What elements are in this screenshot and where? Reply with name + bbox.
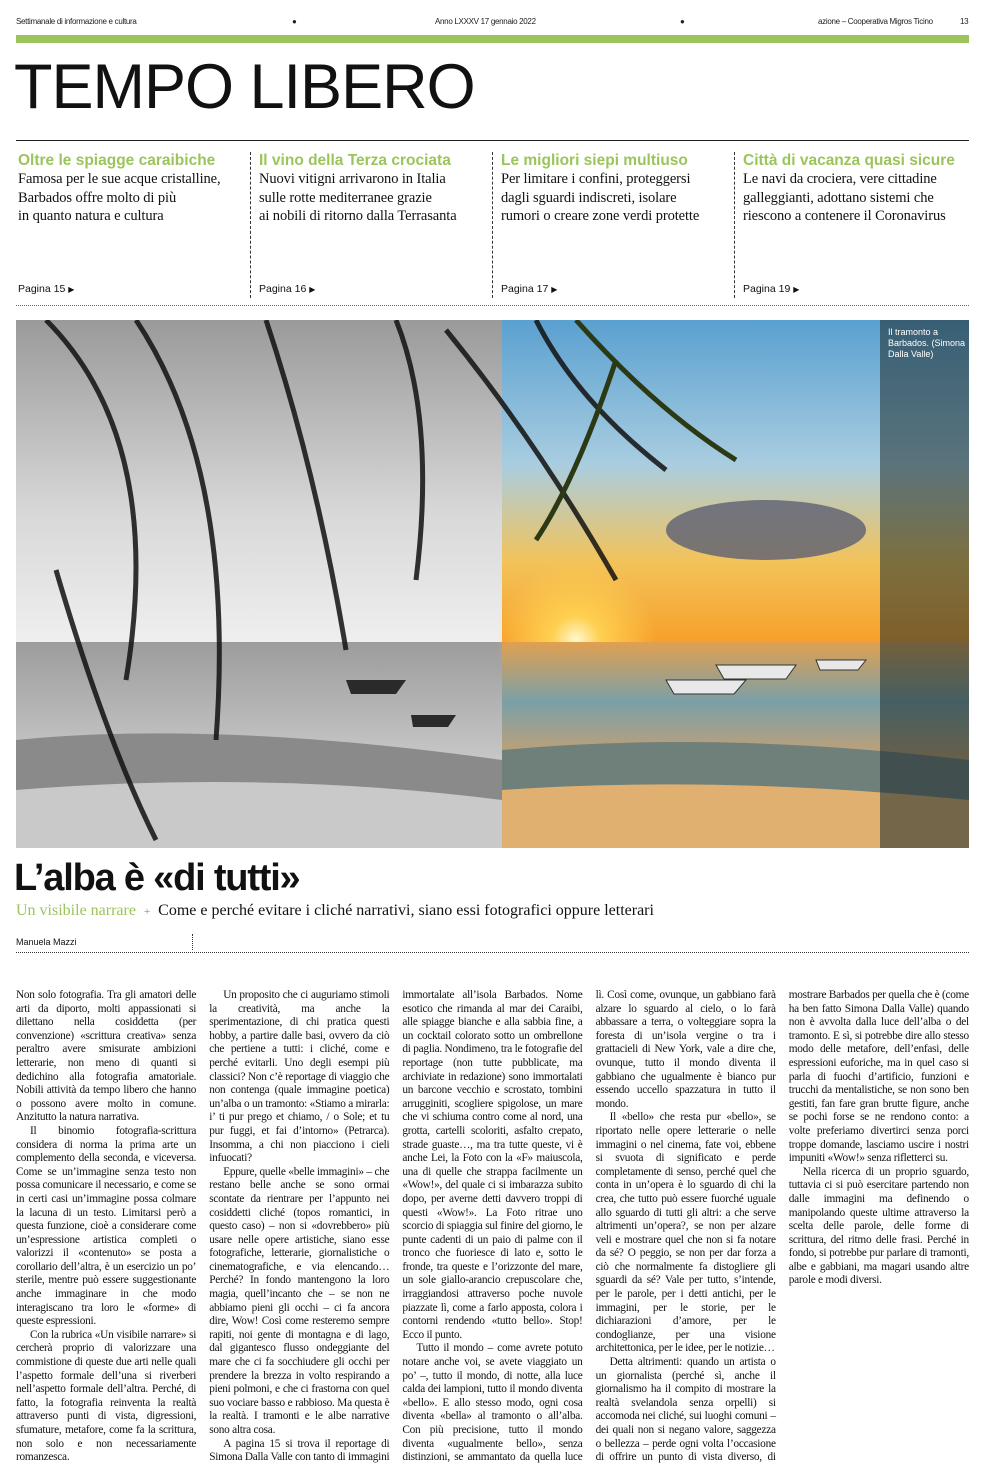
- teaser-page-link[interactable]: [18, 283, 74, 295]
- teaser-title[interactable]: Le migliori siepi multiuso: [501, 152, 688, 169]
- paragraph: Il binomio fotografia-scrittura considera di norma la prima arte un complemento della seconda, e viceversa. Come se un’immagine senza testo non possa comunicare il necessario, e come se in certi casi un’immagine possa colmare la lacuna di un testo. Limitarsi però a questa funzione, cioè a considerare come un’espressione artistica completi o valorizzi il «contenuto» se posta a corollario dell’altra, è un esercizio un po’ sterile, mentre può essere suggestionante anche immaginare in che modo interagiscano tra loro le «forme» di queste espressioni.: [16, 1124, 197, 1328]
- teaser-text: riescono a contenere il Coronavirus: [743, 208, 946, 224]
- teaser-3[interactable]: [492, 152, 730, 298]
- paragraph: Con la rubrica «Un visibile narrare» si cercherà proprio di valorizzare una commistione di queste due arti nelle quali l’aspetto formale dell’una si riverberi nell’aspetto formale dell’altra. Perché, di fatto, la fotografia reinventa la realtà attraverso punti di vista, digressioni, sfumature, metafore, come fa la scrittura, non solo e non necessariamente romanzesca.: [16, 1328, 197, 1464]
- publication-name: azione – Cooperativa Migros Ticino: [818, 17, 933, 26]
- teaser-text: Barbados offre molto di più: [18, 189, 177, 206]
- teaser-page-link[interactable]: [501, 283, 557, 295]
- publication-tagline: Settimanale di informazione e cultura: [16, 17, 137, 26]
- teaser-text: Nuovi vitigni arrivarono in Italia: [259, 171, 446, 187]
- paragraph: Detta altrimenti: quando un artista o un giornalista (perché sì, anche il giornalismo ha il compito di mostrare la realtà svelandola senza orpelli) si accomoda nei cliché, sui luoghi comuni – dei quali non si negano valore, saggezza o bellezza – perde ogni volta l’occasione di offrire un punto di vista diverso, di mostrare Barbados per quella che è (come ha ben fatto Simona Dalla Valle) quando non è avvolta dalla luce dell’alba o del tramonto. E sì, si potrebbe dire allo stesso modo delle metafore, dell’enfasi, delle espressioni euforiche, ma in quel caso si parla di fuochi d’artificio, funzioni e trucchi da mentalistiche, se non sono ben gestiti, fan fare gran brutte figure, anche se pochi forse se ne rendono conto: a volte preferiamo divertirci senza porci troppe domande, lasciamo uscire i nostri impuniti «Wow!» senza rifletterci su.: [595, 989, 969, 1464]
- arrow-right-icon: ▶: [551, 285, 558, 294]
- page-label: Pagina 16: [259, 283, 307, 295]
- teaser-text: dagli sguardi indiscreti, isolare: [501, 189, 677, 206]
- teaser-text: Per limitare i confini, proteggersi: [501, 171, 691, 187]
- page-label: Pagina 15: [18, 283, 66, 295]
- article-body: [16, 989, 969, 1476]
- article-subtitle: [16, 902, 654, 920]
- paragraph: Non solo fotografia. Tra gli amatori delle arti da diporto, molti appassionati si dilettano nella cosiddetta (per convenzione) «scrittura creativa» senza peraltro avere smisurate ambizioni letterarie, non meno di quanti si dedichino alla fotografia amatoriale. Nobili attività da tempo libero che hanno o possono avere molto in comune. Anzitutto la natura narrativa.: [16, 989, 197, 1124]
- teaser-text: Le navi da crociera, vere cittadine: [743, 171, 937, 187]
- separator: +: [143, 906, 151, 918]
- paragraph: Un proposito che ci auguriamo stimoli la creatività, ma anche la sperimentazione, di chi pratica questi hobby, a partire dalle basi, ovvero da ciò che pertiene a tutti: i cliché, come e perché evitarli. Uno degli esempi più classici? Non c’è reportage di viaggio che non contenga (quale immagine poetica) un’alba o un tramonto: «Stiamo a mirarla: i’ ti pur prego et chiamo, / o Sole; et tu pur fuggi, et fai d’intorno» (Petrarca). Insomma, a chi non piacciono i cieli infuocati?: [209, 989, 390, 1165]
- bullet-icon: ●: [292, 17, 297, 26]
- teaser-page-link[interactable]: [743, 283, 799, 295]
- photo-caption: Il tramonto a Barbados. (Simona Dalla Valle): [888, 327, 966, 359]
- sunset-photo: [16, 320, 969, 848]
- arrow-right-icon: ▶: [309, 285, 316, 294]
- teaser-text: Famosa per le sue acque cristalline,: [18, 171, 221, 187]
- teaser-text: sulle rotte mediterranee grazie: [259, 189, 432, 206]
- issue-date: Anno LXXXV 17 gennaio 2022: [435, 17, 536, 26]
- paragraph: Il «bello» che resta pur «bello», se riportato nelle opere letterarie o nelle immagini o nel cinema, fate voi, ebbene si svuota di significato e perde completamente di senso, perché quel che conta in un’opera è lo sguardo di chi la crea, che tutto può essere fuorché uguale allo sguardo di tutti gli altri: a che serve altrimenti un’opera?, se non per alzare veli e mostrare quel che non si fa notare da sé? O peggio, se non per dar forza a ciò che normalmente fa distogliere gli sguardi da sé? Vale per tutto, s’intende, per le parole, per i detti antichi, per le immagini, per le storie, per le dichiarazioni d’amore, per le condoglianze, per una visione architettonica, per le idee, per le notizie…: [595, 1111, 776, 1355]
- rubric-label: Un visibile narrare: [16, 902, 136, 919]
- teaser-text: galleggianti, adottano sistemi che: [743, 189, 934, 206]
- article-headline: L’alba è «di tutti»: [14, 857, 300, 899]
- paragraph: Nella ricerca di un proprio sguardo, tuttavia ci si può esercitare partendo non dalle immagini ma definendo o manipolando queste ultime attraverso la scelta delle parole, delle forme di scrittura, del ritmo delle frasi. Perché in fondo, si potrebbe pur parlare di tramonti, albe e gabbiani, ma magari usando altre parole e modi diversi.: [788, 1165, 969, 1287]
- teaser-text: ai nobili di ritorno dalla Terrasanta: [259, 208, 457, 224]
- teaser-title[interactable]: Oltre le spiagge caraibiche: [18, 152, 216, 169]
- page-label: Pagina 19: [743, 283, 791, 295]
- teaser-2[interactable]: [250, 152, 488, 298]
- teaser-4[interactable]: [734, 152, 972, 298]
- teaser-text: rumori o creare zone verdi protette: [501, 208, 700, 224]
- teaser-title[interactable]: Città di vacanza quasi sicure: [743, 152, 955, 169]
- section-title: TEMPO LIBERO: [14, 52, 475, 122]
- teaser-1[interactable]: [16, 152, 254, 298]
- divider: [192, 934, 193, 950]
- divider: [16, 305, 969, 306]
- divider: [16, 140, 969, 141]
- arrow-right-icon: ▶: [68, 285, 75, 294]
- paragraph: Eppure, quelle «belle immagini» – che restano belle anche se sono ormai scontate da rientrare per l’appunto nei cosiddetti cliché (topos romantici, in questo caso) – non si «dovrebbero» più usare nelle opere artistiche, siano esse fotografiche, letterarie, giornalistiche o cinematografiche, e via elencando… Perché? In fondo mantengono la loro magia, quell’incanto che – se non ne abbiamo pieni gli occhi – ci fa ancora dire, Wow! Così come resteremo sempre rapiti, noi gente di montagna e di lago, dal gigantesco flusso ondeggiante del mare che ci fa socchiudere gli occhi per prendere la brezza in volto respirando a pieni polmoni, e che ci frastorna con quel suo vociare basso e rabbioso. Ma questa è la realtà. I tramonti e le albe narrative sono altra cosa.: [209, 1165, 390, 1436]
- subtitle-text: Come e perché evitare i cliché narrativi, siano essi fotografici oppure letterari: [158, 902, 654, 919]
- author-byline: Manuela Mazzi: [16, 937, 77, 947]
- teaser-page-link[interactable]: [259, 283, 315, 295]
- arrow-right-icon: ▶: [793, 285, 800, 294]
- accent-bar: [16, 35, 969, 43]
- teaser-title[interactable]: Il vino della Terza crociata: [259, 152, 451, 169]
- page-label: Pagina 17: [501, 283, 549, 295]
- page-number: 13: [960, 17, 969, 26]
- paragraph: A pagina 15 si trova il reportage di Simona Dalla Valle con tanto di immagini immortalate all’isola Barbados. Nome esotico che rimanda al mar dei Caraibi, alle spiagge bianche e alla sabbia fine, a un cocktail colorato sotto un ombrellone di paglia. Nondimeno, tra le fotografie del reportage (non tutte pubblicate, ma archiviate in redazione) sono immortalati un barcone vecchio e scrostato, tombini arrugginiti, scogliere spigolose, un mare che vi schiuma contro come al nord, una grotta, cartelli scoloriti, asfalto crepato, strade guaste…, ma tra tutte queste, vi è anche Lei, la Foto con la «F» maiuscola, una di quelle che strappa facilmente un «Wow!», del quale ci si imbarazza subito dopo, per averne detti davvero troppi di questi «Wow!». La Foto ritrae uno scorcio di spiaggia sul finire del giorno, le punte cadenti di un paio di palme con il tronco che fuoriesce di lato e, sotto le fronde, tra queste e l’orizzonte del mare, un sole giallo-arancio crepuscolare che, irraggiandosi attraverso poche nuvole piazzate lì, come a farlo apposta, colora i contorni rendendo «tutto bello». Stop! Ecco il punto.: [209, 989, 583, 1464]
- bullet-icon: ●: [680, 17, 685, 26]
- teaser-text: in quanto natura e cultura: [18, 208, 164, 224]
- paragraph: Tutto il mondo – come avrete potuto notare anche voi, se avete viaggiato un po’ –, tutto il mondo, di notte, alla luce calda dei lampioni, tutto il mondo diventa «bello». E allo stesso modo, ogni cosa diventa «bella» al tramonto o all’alba. Con più precisione, tutto il mondo diventa «ugualmente bello», senza distinzioni, se ammantato da quella luce lì. Così come, ovunque, un gabbiano farà alzare lo sguardo al cielo, o lo farà abbassare a terra, o volteggiare sopra la foresta di un’isola vergine o tra i grattacieli di New York, vale a dire che, ovunque, tutto il mondo diventa il gabbiano che ugualmente è bianco pur essendo uccello spazzatura in tutto il mondo.: [402, 989, 776, 1464]
- divider: [16, 952, 969, 953]
